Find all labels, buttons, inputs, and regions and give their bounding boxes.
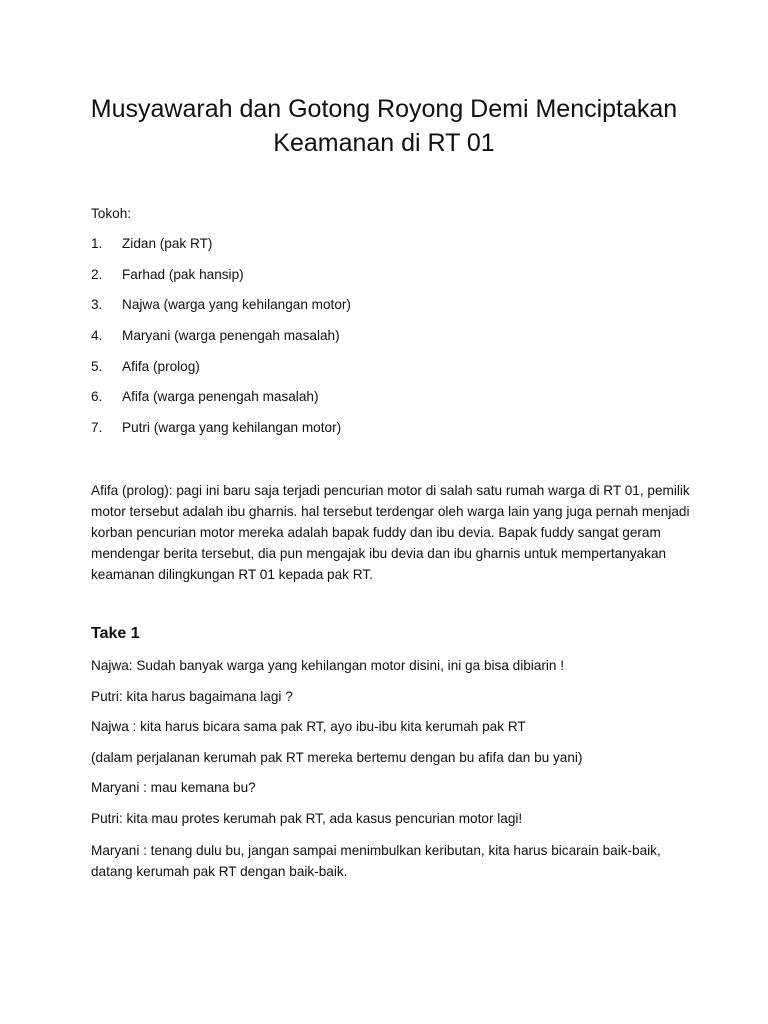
cast-item bbox=[91, 265, 691, 296]
cast-number: 2. bbox=[91, 266, 103, 282]
cast-text: Farhad (pak hansip) bbox=[122, 266, 244, 282]
cast-number: 6. bbox=[91, 389, 103, 405]
dialog-line: Maryani : mau kemana bu? bbox=[91, 780, 256, 796]
dialog-line: Maryani : tenang dulu bu, jangan sampai menimbulkan keributan, kita harus bicarain baik-baik, datang kerumah pak RT dengan baik-baik. bbox=[91, 842, 661, 879]
cast-text: Maryani (warga penengah masalah) bbox=[122, 328, 340, 344]
cast-item bbox=[91, 326, 691, 357]
cast-list bbox=[91, 234, 691, 449]
cast-number: 7. bbox=[91, 420, 103, 436]
dialog-line: Putri: kita mau protes kerumah pak RT, ada kasus pencurian motor lagi! bbox=[91, 810, 523, 826]
prolog-paragraph: Afifa (prolog): pagi ini baru saja terjadi pencurian motor di salah satu rumah warga di RT 01, pemilik motor tersebut adalah ibu gharnis. hal tersebut terdengar oleh warga lain yang juga pernah menjadi korban pencurian motor mereka adalah bapak fuddy dan ibu devia. Bapak fuddy sangat geram mendengar berita tersebut, dia pun mengajak ibu devia dan ibu gharnis untuk mempertanyakan keamanan dilingkungan RT 01 kepada pak RT. bbox=[91, 483, 690, 582]
cast-text: Zidan (pak RT) bbox=[122, 236, 213, 251]
cast-item bbox=[91, 387, 691, 418]
cast-number: 1. bbox=[91, 236, 103, 251]
cast-text: Afifa (warga penengah masalah) bbox=[122, 389, 319, 405]
document-title bbox=[90, 92, 678, 160]
cast-number: 5. bbox=[91, 358, 103, 374]
title-line-1: Musyawarah dan Gotong Royong Demi Menciptakan bbox=[90, 95, 678, 123]
dialog-line: Najwa: Sudah banyak warga yang kehilangan motor disini, ini ga bisa dibiarin ! bbox=[91, 658, 565, 673]
dialog-line: Najwa : kita harus bicara sama pak RT, ayo ibu-ibu kita kerumah pak RT bbox=[91, 719, 526, 735]
cast-text: Najwa (warga yang kehilangan motor) bbox=[122, 297, 351, 313]
dialog-section bbox=[91, 656, 691, 892]
take-heading: Take 1 bbox=[91, 625, 140, 642]
cast-number: 4. bbox=[91, 328, 103, 344]
cast-item bbox=[91, 234, 691, 265]
cast-text: Afifa (prolog) bbox=[122, 358, 200, 374]
cast-item bbox=[91, 357, 691, 388]
cast-text: Putri (warga yang kehilangan motor) bbox=[122, 420, 342, 436]
cast-item bbox=[91, 418, 691, 449]
title-line-2: Keamanan di RT 01 bbox=[273, 129, 495, 157]
cast-number: 3. bbox=[91, 297, 103, 313]
dialog-line: Putri: kita harus bagaimana lagi ? bbox=[91, 688, 293, 704]
cast-item bbox=[91, 295, 691, 326]
dialog-line: (dalam perjalanan kerumah pak RT mereka bertemu dengan bu afifa dan bu yani) bbox=[91, 749, 583, 765]
cast-label: Tokoh: bbox=[91, 206, 132, 221]
